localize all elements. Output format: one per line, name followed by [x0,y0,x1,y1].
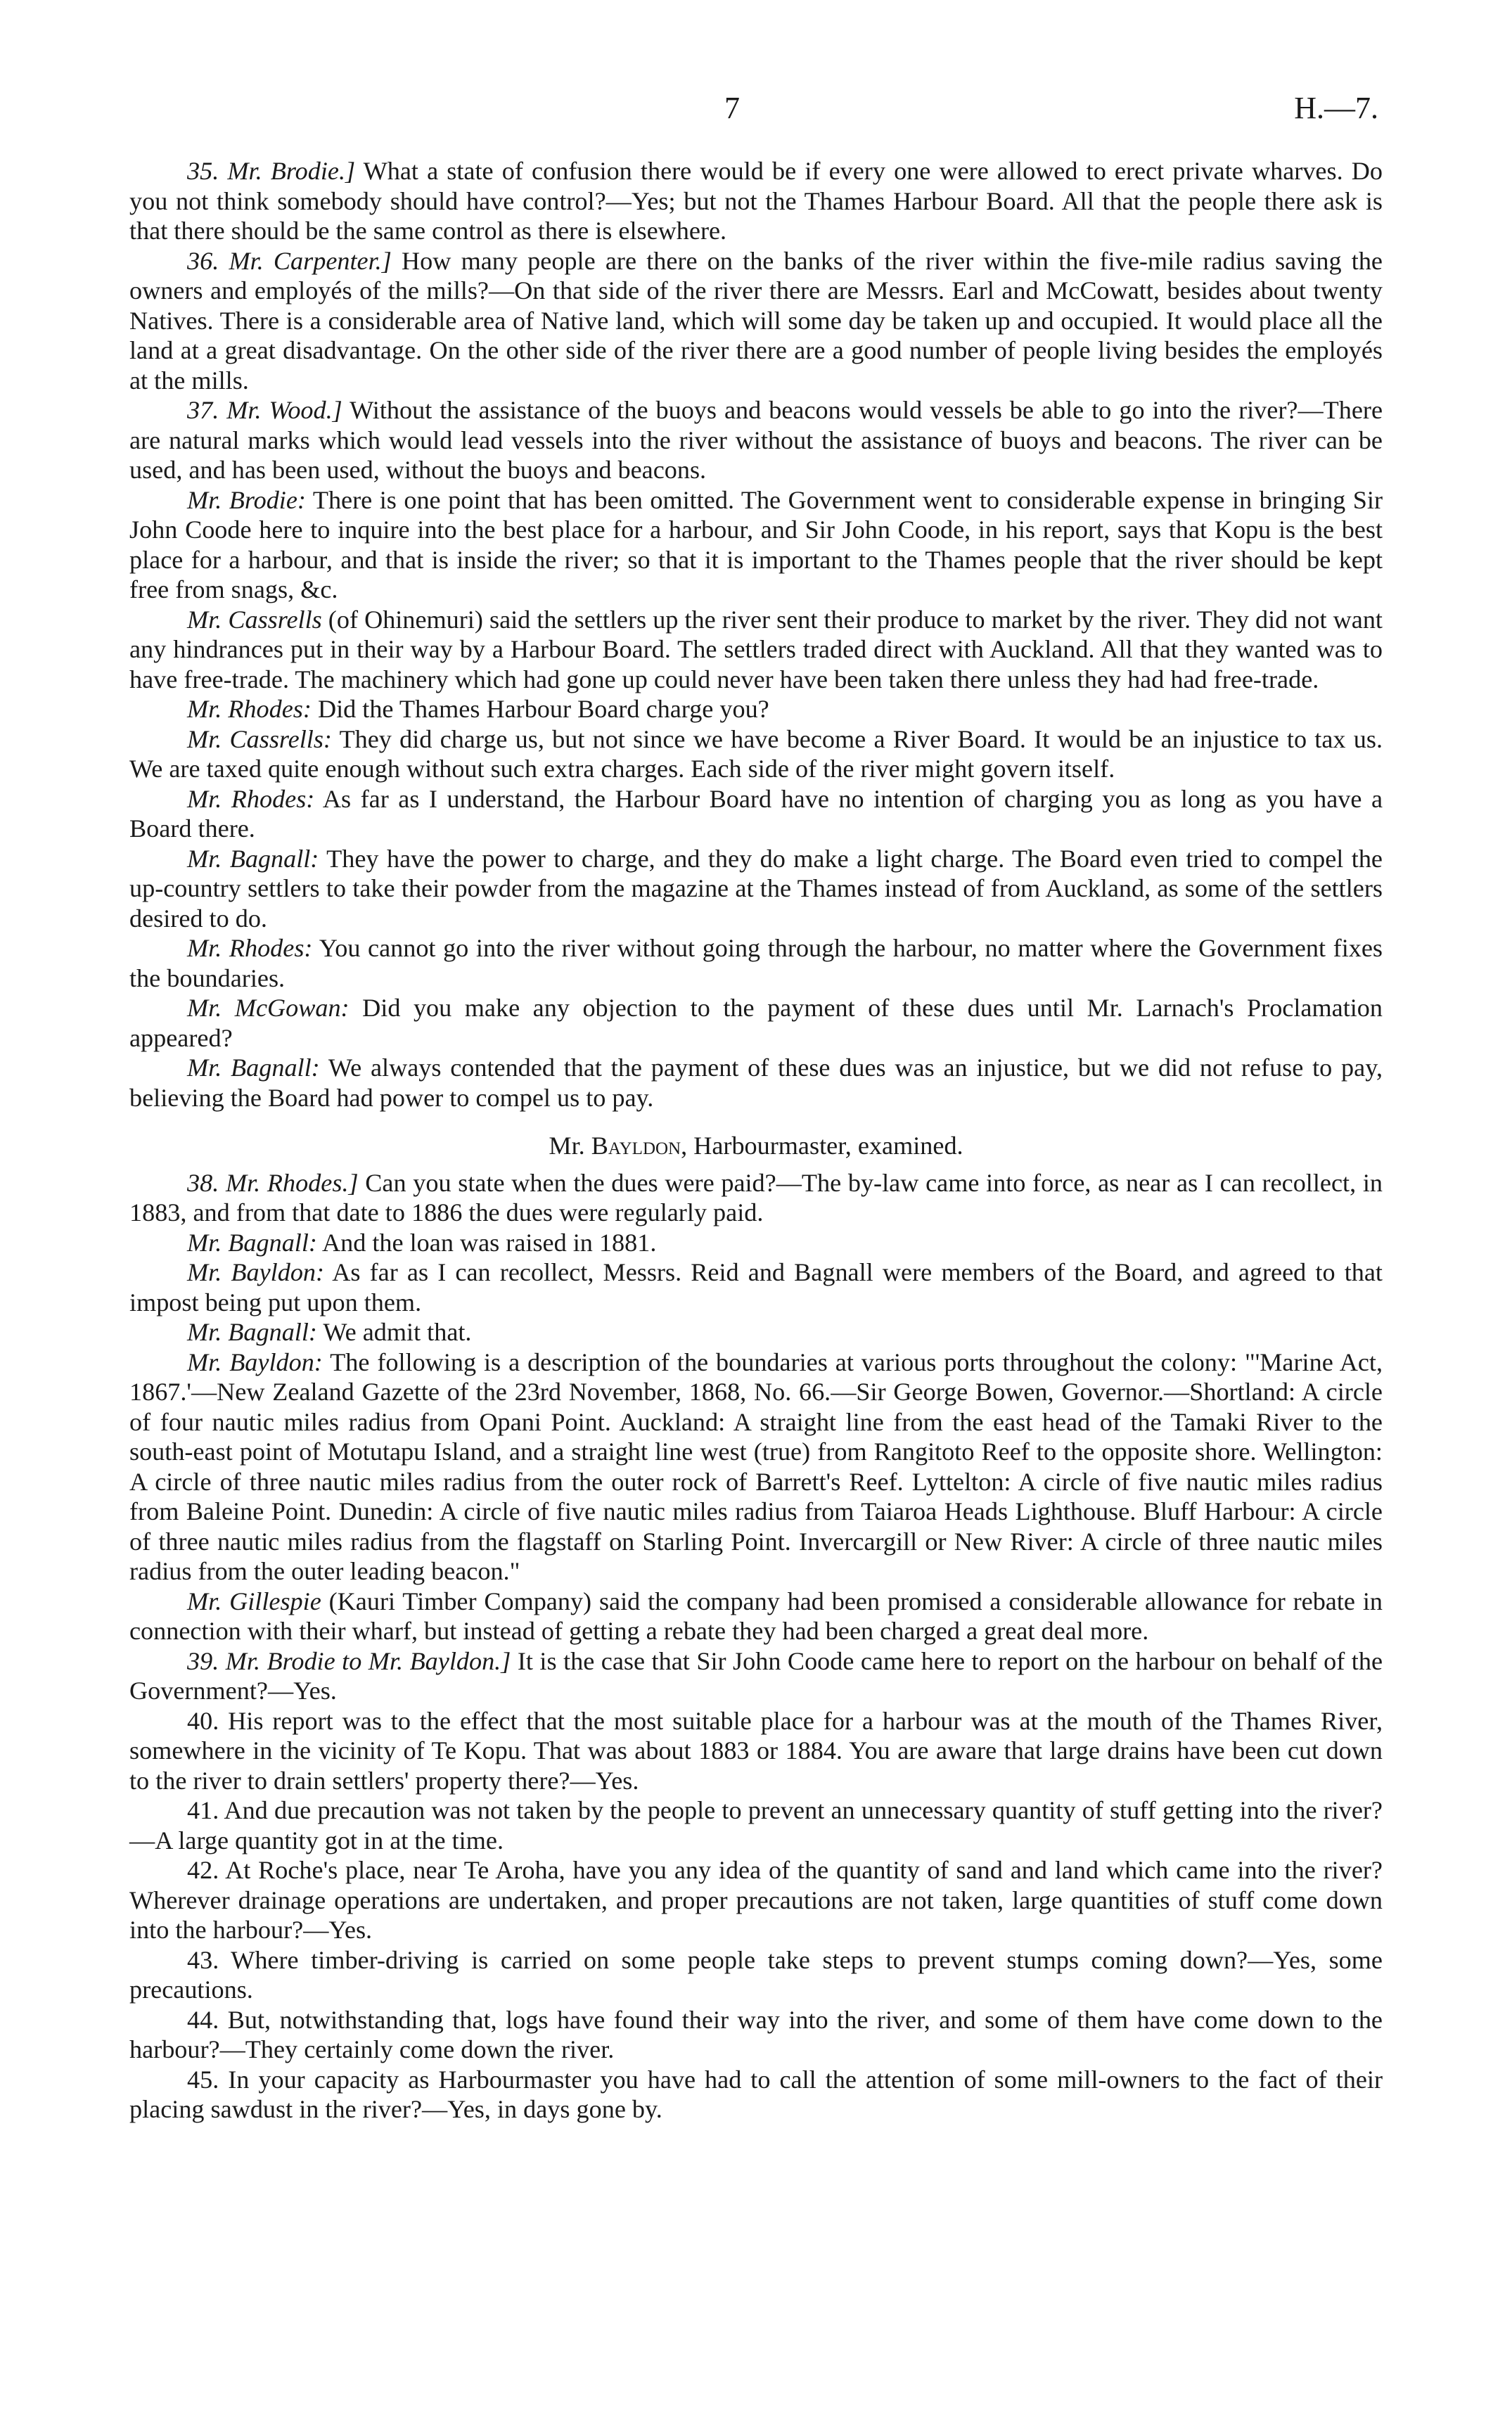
minutes-part-2 [129,1168,1383,2125]
paragraph [129,156,1383,246]
paragraph [129,784,1383,844]
speaker-label: Mr. Cassrells: [187,724,332,753]
paragraph [129,246,1383,396]
paragraph [129,1706,1383,1796]
paragraph-text: 41. And due precaution was not taken by the people to prevent an unnecessary quantity of stuff getting into the river?—A large quantity got in at the time. [129,1796,1383,1855]
speaker-label: 35. Mr. Brodie.] [187,157,356,185]
paragraph [129,694,1383,724]
section-heading: Mr. Bayldon, Harbourmaster, examined. [549,1132,963,1160]
paragraph [129,1257,1383,1317]
speaker-label: 37. Mr. Wood.] [187,396,342,424]
speaker-label: Mr. Rhodes: [187,934,313,962]
speaker-label: Mr. Bagnall: [187,1053,320,1082]
paragraph-text: We always contended that the payment of these dues was an injustice, but we did not refuse to pay, believing the Board had power to compel us to pay. [129,1053,1383,1112]
paragraph-text: Can you state when the dues were paid?—The by-law came into force, as near as I can recollect, in 1883, and from that date to 1886 the dues were regularly paid. [129,1168,1383,1226]
paragraph [129,724,1383,784]
paragraph-text: It is the case that Sir John Coode came here to report on the harbour on behalf of the Government?—Yes. [129,1646,1383,1705]
paragraph-text: Did the Thames Harbour Board charge you? [311,695,769,723]
paragraph-text: They have the power to charge, and they do make a light charge. The Board even tried to compel the up-country settlers to take their powder from the magazine at the Thames instead of from Auckland, as some of the settlers desired to do. [129,844,1383,933]
speaker-label: Mr. Bagnall: [187,1228,317,1257]
paragraph [129,1317,1383,1347]
paragraph [129,605,1383,695]
paragraph-text: 45. In your capacity as Harbourmaster you have had to call the attention of some mill-owners to the fact of their placing sawdust in the river?—Yes, in days gone by. [129,2065,1383,2123]
speaker-label: 36. Mr. Carpenter.] [187,246,392,275]
paragraph-text: Without the assistance of the buoys and beacons would vessels be able to go into the river?—There are natural marks which would lead vessels into the river without the assistance of buoys and beacons. The river can be used, and has been used, without the buoys and beacons. [129,396,1383,484]
speaker-label: Mr. Bayldon: [187,1258,325,1286]
speaker-label: Mr. Gillespie [187,1587,321,1615]
paragraph-text: You cannot go into the river without going through the harbour, no matter where the Government fixes the boundaries. [129,934,1383,992]
paragraph-text: 43. Where timber-driving is carried on some people take steps to prevent stumps coming down?—Yes, some precautions. [129,1945,1383,2004]
speaker-label: Mr. Rhodes: [187,784,315,813]
paragraph-text: We admit that. [316,1318,472,1346]
paragraph-text: The following is a description of the boundaries at various ports throughout the colony: "'Marine Act, 1867.'—New Zealand Gazette of the 23rd November, 1868, No. 66.—Sir George Bowen, Governor.—Shortland: A circle of four nautic miles radius from Opani Point. Auckland: A straight line from the east head of the Tamaki River to the south-east point of Motutapu Island, and a straight line west (true) from Rangitoto Reef to the opposite shore. Wellington: A circle of three nautic miles radius from the outer rock of Barrett's Reef. Lyttelton: A circle of five nautic miles radius from Baleine Point. Dunedin: A circle of five nautic miles radius from Taiaroa Heads Lighthouse. Bluff Harbour: A circle of three nautic miles radius from the flagstaff on Starling Point. Invercargill or New River: A circle of three nautic miles radius from the outer leading beacon." [129,1347,1383,1585]
paragraph-text: How many people are there on the banks of the river within the five-mile radius saving the owners and employés of the mills?—On that side of the river there are Messrs. Earl and McCowatt, besides about twenty Natives. There is a considerable area of Native land, which will some day be taken up and occupied. It would place all the land at a great disadvantage. On the other side of the river there are a good number of people living besides the employés at the mills. [129,246,1383,395]
paragraph [129,1795,1383,1855]
paragraph [129,993,1383,1053]
speaker-label: Mr. Bagnall: [187,844,319,873]
speaker-label: Mr. McGowan: [187,994,350,1022]
paragraph [129,1228,1383,1258]
minutes-part-1 [129,156,1383,1113]
paragraph [129,2005,1383,2065]
paragraph [129,395,1383,485]
paragraph [129,1347,1383,1587]
paragraph-text: 42. At Roche's place, near Te Aroha, have you any idea of the quantity of sand and land which came into the river? Wherever drainage operations are undertaken, and proper precautions are not taken, large quantities of stuff come down into the harbour?—Yes. [129,1856,1383,1944]
speaker-label: Mr. Bayldon: [187,1347,323,1376]
paragraph [129,1646,1383,1706]
paragraph-text: 44. But, notwithstanding that, logs have found their way into the river, and some of them have come down to the harbour?—They certainly come down the river. [129,2005,1383,2063]
paragraph-text: And the loan was raised in 1881. [316,1228,657,1257]
paragraph [129,844,1383,934]
paragraph-text: As far as I can recollect, Messrs. Reid and Bagnall were members of the Board, and agreed to that impost being put upon them. [129,1258,1383,1317]
speaker-label: 39. Mr. Brodie to Mr. Bayldon.] [187,1646,511,1675]
paragraph-text: There is one point that has been omitted. The Government went to considerable expense in bringing Sir John Coode here to inquire into the best place for a harbour, and Sir John Coode, in his report, says that Kopu is the best place for a harbour, and that is inside the river; so that it is important to the Thames people that the river should be kept free from snags, &c. [129,485,1383,603]
paragraph-text: 40. His report was to the effect that the most suitable place for a harbour was at the mouth of the Thames River, somewhere in the vicinity of Te Kopu. That was about 1883 or 1884. You are aware that large drains have been cut down to the river to drain settlers' property there?—Yes. [129,1706,1383,1795]
speaker-label: 38. Mr. Rhodes.] [187,1168,359,1197]
paragraph [129,1053,1383,1113]
paragraph-text: (Kauri Timber Company) said the company had been promised a considerable allowance for rebate in connection with their wharf, but instead of getting a rebate they had been charged a great deal more. [129,1587,1383,1645]
speaker-label: Mr. Cassrells [187,605,322,634]
paragraph-text: What a state of confusion there would be if every one were allowed to erect private wharves. Do you not think somebody should have control?—Yes; but not the Thames Harbour Board. All that the people there ask is that there should be the same control as there is elsewhere. [129,157,1383,245]
document-body [129,156,1383,2125]
paragraph-text: (of Ohinemuri) said the settlers up the river sent their produce to market by the river. They did not want any hindrances put in their way by a Harbour Board. The settlers traded direct with Auckland. All that they wanted was to have free-trade. The machinery which had gone up could never have been taken there unless they had had free-trade. [129,605,1383,693]
speaker-label: Mr. Brodie: [187,485,306,514]
page-number: 7 [724,91,740,125]
paragraph [129,1168,1383,1228]
paragraph-text: As far as I understand, the Harbour Board have no intention of charging you as long as you have a Board there. [129,784,1383,843]
document-reference: H.—7. [1294,91,1378,125]
speaker-label: Mr. Rhodes: [187,695,312,723]
paragraph-text: They did charge us, but not since we have become a River Board. It would be an injustice to tax us. We are taxed quite enough without such extra charges. Each side of the river might govern itself. [129,724,1383,783]
paragraph [129,485,1383,605]
paragraph [129,1855,1383,1945]
paragraph [129,2065,1383,2125]
paragraph-text: Did you make any objection to the payment of these dues until Mr. Larnach's Proclamation appeared? [129,994,1383,1052]
paragraph [129,1945,1383,2005]
speaker-label: Mr. Bagnall: [187,1318,317,1346]
paragraph [129,933,1383,993]
paragraph [129,1587,1383,1646]
